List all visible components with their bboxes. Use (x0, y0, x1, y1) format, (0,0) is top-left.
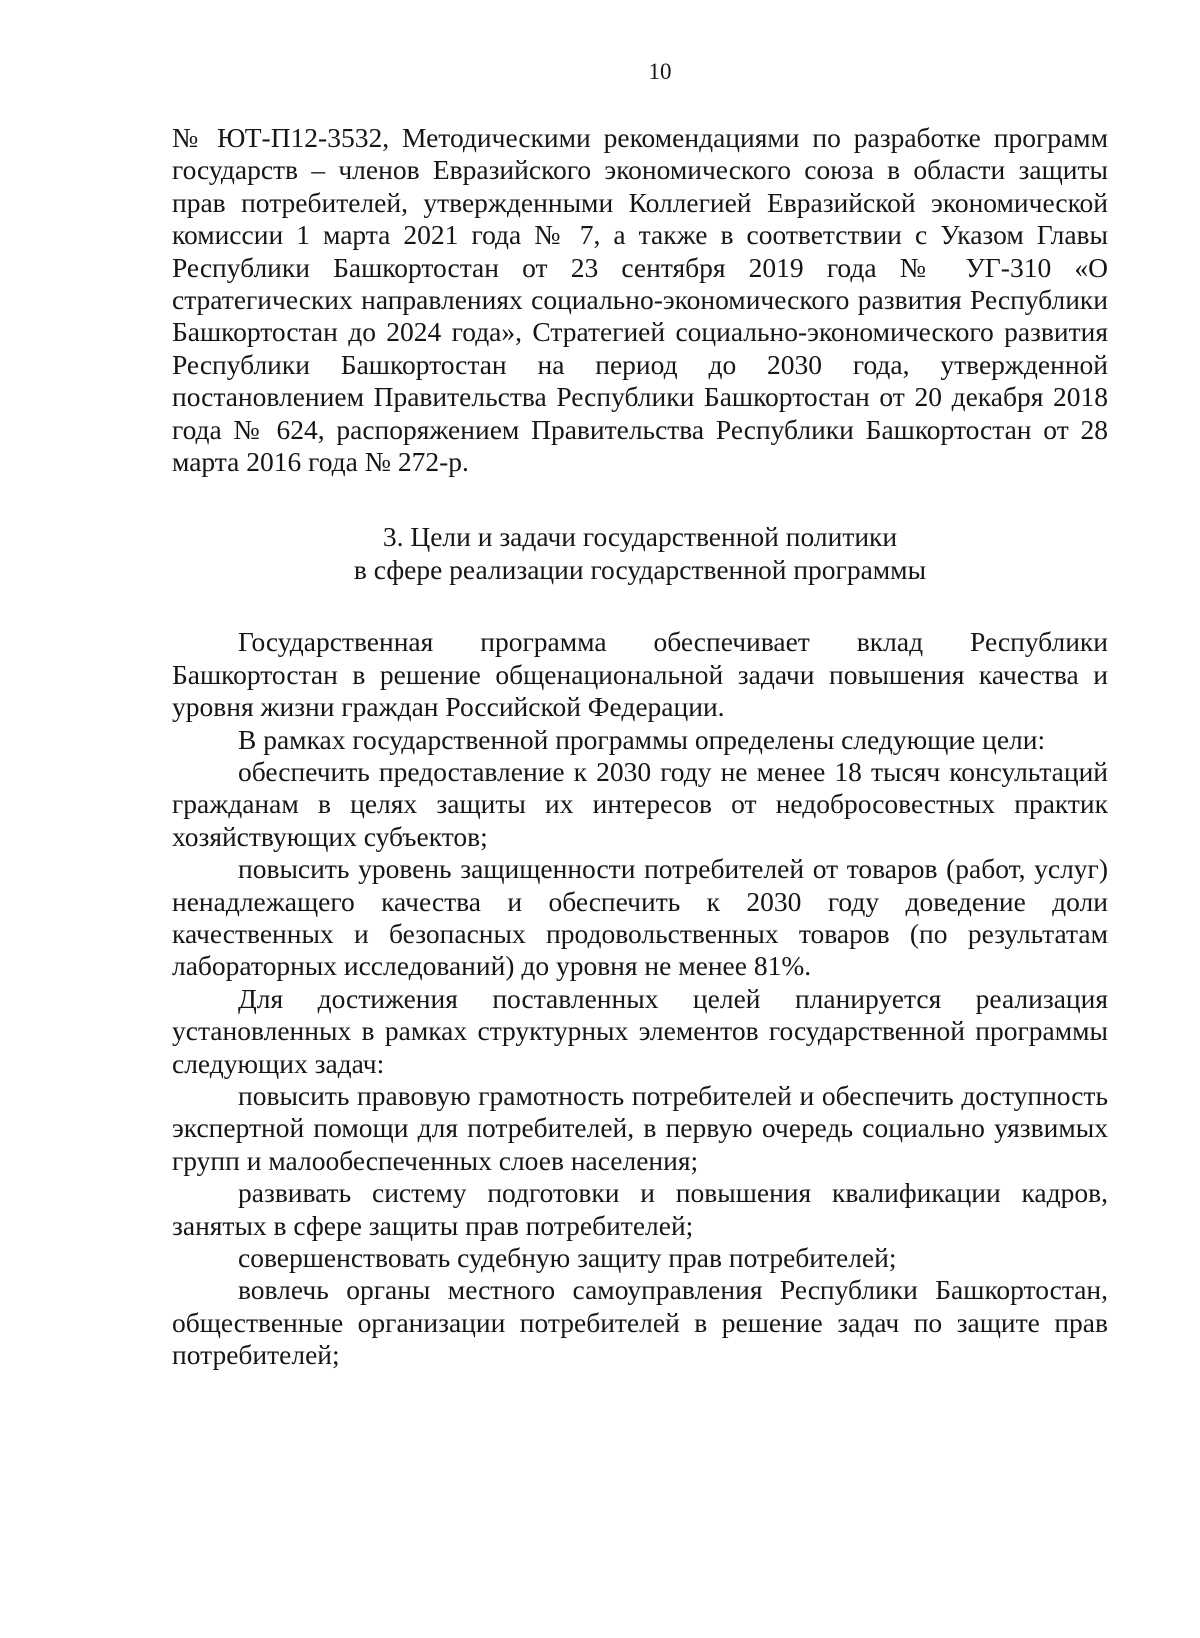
paragraph-task: развивать систему подготовки и повышения квалификации кадров, занятых в сфере защиты прав потребителей; (172, 1177, 1108, 1241)
paragraph-task: совершенствовать судебную защиту прав потребителей; (238, 1242, 897, 1273)
document-body (172, 122, 1108, 1372)
section-heading (172, 521, 1108, 586)
paragraph: Государственная программа обеспечивает вклад Республики Башкортостан в решение общенациональной задачи повышения качества и уровня жизни граждан Российской Федерации. (172, 626, 1108, 723)
paragraph-intro: № ЮТ-П12-3532, Методическими рекомендациями по разработке программ государств – членов Евразийского экономического союза в области защиты прав потребителей, утвержденными Коллегией Евразийской экономической комиссии 1 марта 2021 года № 7, а также в соответствии с Указом Главы Республики Башкортостан от 23 сентября 2019 года № УГ-310 «О стратегических направлениях социально-экономического развития Республики Башкортостан до 2024 года», Стратегией социально-экономического развития Республики Башкортостан на период до 2030 года, утвержденной постановлением Правительства Республики Башкортостан от 20 декабря 2018 года № 624, распоряжением Правительства Республики Башкортостан от 28 марта 2016 года № 272-р. (172, 122, 1108, 478)
page-number: 10 (648, 59, 672, 84)
paragraph-task: повысить правовую грамотность потребителей и обеспечить доступность экспертной помощи для потребителей, в первую очередь социально уязвимых групп и малообеспеченных слоев населения; (172, 1079, 1108, 1176)
paragraph-goal: повысить уровень защищенности потребителей от товаров (работ, услуг) ненадлежащего качества и обеспечить к 2030 году доведение доли качественных и безопасных продовольственных товаров (по результатам лабораторных исследований) до уровня не менее 81%. (172, 853, 1108, 982)
paragraph-task: вовлечь органы местного самоуправления Республики Башкортостан, общественные организации потребителей в решение задач по защите прав потребителей; (172, 1274, 1108, 1371)
section-heading-line-1: 3. Цели и задачи государственной политики (382, 521, 898, 553)
paragraph: В рамках государственной программы определены следующие цели: (238, 723, 1046, 755)
section-heading-line-2: в сфере реализации государственной программы (353, 553, 927, 585)
paragraph-goal: обеспечить предоставление к 2030 году не менее 18 тысяч консультаций гражданам в целях защиты их интересов от недобросовестных практик хозяйствующих субъектов; (172, 755, 1108, 852)
paragraph: Для достижения поставленных целей планируется реализация установленных в рамках структурных элементов государственной программы следующих задач: (172, 982, 1108, 1079)
